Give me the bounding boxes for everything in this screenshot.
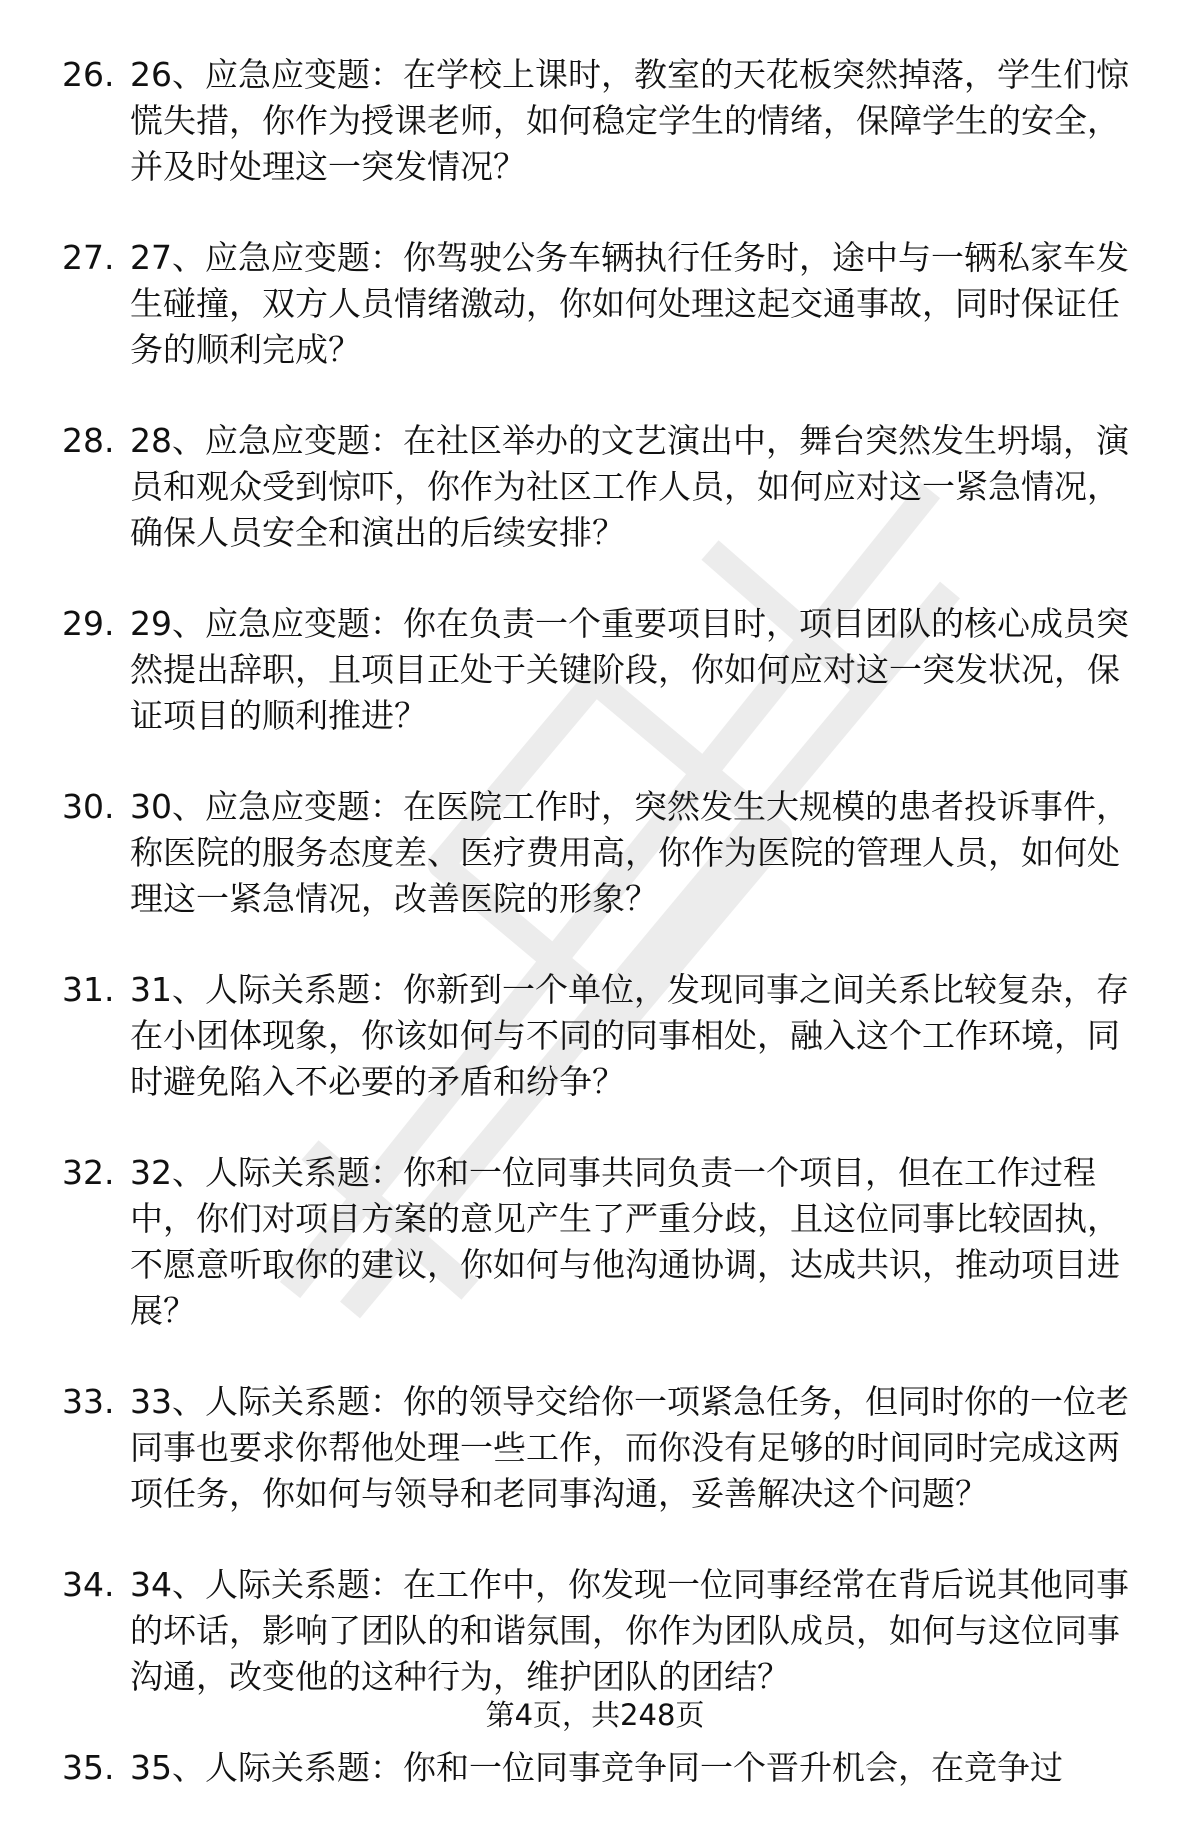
question-number: 28. xyxy=(62,421,115,460)
question-text: 30、应急应变题：在医院工作时，突然发生大规模的患者投诉事件，称医院的服务态度差、医疗费用高，你作为医院的管理人员，如何处理这一紧急情况，改善医院的形象？ xyxy=(130,787,1129,918)
page-footer: 第4页，共248页 xyxy=(485,1698,705,1732)
question-item xyxy=(62,52,1152,190)
question-item xyxy=(62,1379,1152,1517)
question-text: 28、应急应变题：在社区举办的文艺演出中，舞台突然发生坍塌，演员和观众受到惊吓，你作为社区工作人员，如何应对这一紧急情况，确保人员安全和演出的后续安排？ xyxy=(130,421,1129,552)
question-text: 35、人际关系题：你和一位同事竞争同一个晋升机会，在竞争过 xyxy=(130,1748,1063,1787)
question-number: 30. xyxy=(62,787,115,826)
question-item xyxy=(62,1150,1152,1334)
question-number: 29. xyxy=(62,604,115,643)
question-item xyxy=(62,601,1152,739)
question-number: 32. xyxy=(62,1153,115,1192)
question-item xyxy=(62,1562,1152,1700)
question-number: 31. xyxy=(62,970,115,1009)
question-text: 27、应急应变题：你驾驶公务车辆执行任务时，途中与一辆私家车发生碰撞，双方人员情绪激动，你如何处理这起交通事故，同时保证任务的顺利完成？ xyxy=(130,238,1129,369)
question-item xyxy=(62,1745,1152,1791)
question-list xyxy=(62,52,1152,1836)
question-text: 31、人际关系题：你新到一个单位，发现同事之间关系比较复杂，存在小团体现象，你该如何与不同的同事相处，融入这个工作环境，同时避免陷入不必要的矛盾和纷争？ xyxy=(130,970,1129,1101)
question-number: 33. xyxy=(62,1382,115,1421)
question-number: 26. xyxy=(62,55,115,94)
question-text: 33、人际关系题：你的领导交给你一项紧急任务，但同时你的一位老同事也要求你帮他处理一些工作，而你没有足够的时间同时完成这两项任务，你如何与领导和老同事沟通，妥善解决这个问题？ xyxy=(130,1382,1129,1513)
question-number: 27. xyxy=(62,238,115,277)
question-text: 26、应急应变题：在学校上课时，教室的天花板突然掉落，学生们惊慌失措，你作为授课老师，如何稳定学生的情绪，保障学生的安全，并及时处理这一突发情况？ xyxy=(130,55,1129,186)
question-item xyxy=(62,967,1152,1105)
question-text: 32、人际关系题：你和一位同事共同负责一个项目，但在工作过程中，你们对项目方案的意见产生了严重分歧，且这位同事比较固执，不愿意听取你的建议，你如何与他沟通协调，达成共识，推动项目进展？ xyxy=(130,1153,1120,1330)
question-number: 34. xyxy=(62,1565,115,1604)
question-item xyxy=(62,784,1152,922)
question-text: 34、人际关系题：在工作中，你发现一位同事经常在背后说其他同事的坏话，影响了团队的和谐氛围，你作为团队成员，如何与这位同事沟通，改变他的这种行为，维护团队的团结？ xyxy=(130,1565,1129,1696)
question-number: 35. xyxy=(62,1748,115,1787)
question-item xyxy=(62,418,1152,556)
question-text: 29、应急应变题：你在负责一个重要项目时，项目团队的核心成员突然提出辞职，且项目正处于关键阶段，你如何应对这一突发状况，保证项目的顺利推进？ xyxy=(130,604,1129,735)
question-item xyxy=(62,235,1152,373)
